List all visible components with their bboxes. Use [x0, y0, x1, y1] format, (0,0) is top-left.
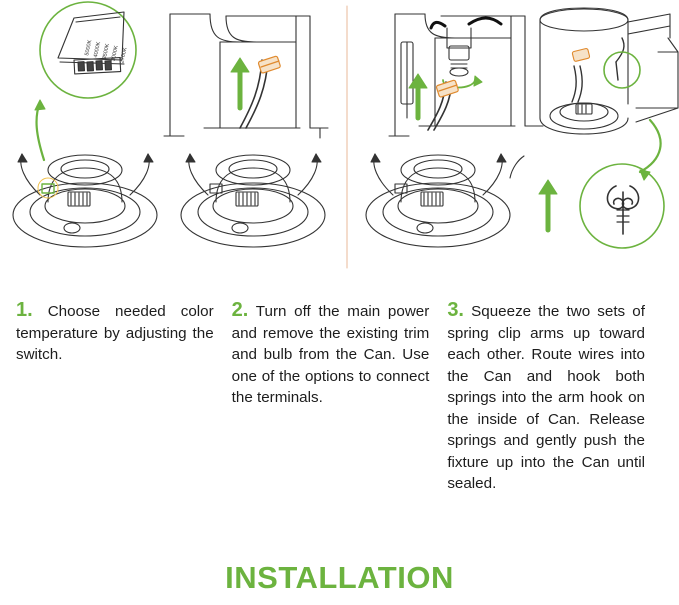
step-two	[232, 300, 448, 495]
installation-illustration	[0, 0, 679, 285]
footer	[0, 560, 679, 596]
step-one-text: Choose needed color temperature by adjusting the switch.	[16, 303, 214, 363]
page-title: INSTALLATION	[225, 560, 454, 595]
step-three-number: 3.	[447, 299, 464, 321]
step-three-text: Squeeze the two sets of spring clip arms up toward each other. Route wires into the Can and hook both springs into the arm hook on the inside of Can. Release springs and gently push the fixture up into the Can until sealed.	[447, 303, 645, 492]
step-one	[16, 300, 232, 495]
step-three	[447, 300, 663, 495]
svg-text:4000K: 4000K	[92, 41, 103, 59]
svg-text:2700K: 2700K	[119, 46, 129, 64]
step-one-number: 1.	[16, 299, 33, 321]
step-two-text: Turn off the main power and remove the existing trim and bulb from the Can. Use one of the options to connect the terminals.	[231, 303, 430, 406]
steps-list	[0, 300, 679, 495]
svg-text:5000K: 5000K	[84, 39, 94, 57]
svg-text:3000K: 3000K	[110, 45, 120, 62]
step-two-number: 2.	[231, 299, 249, 321]
svg-text:3500K: 3500K	[101, 43, 111, 61]
